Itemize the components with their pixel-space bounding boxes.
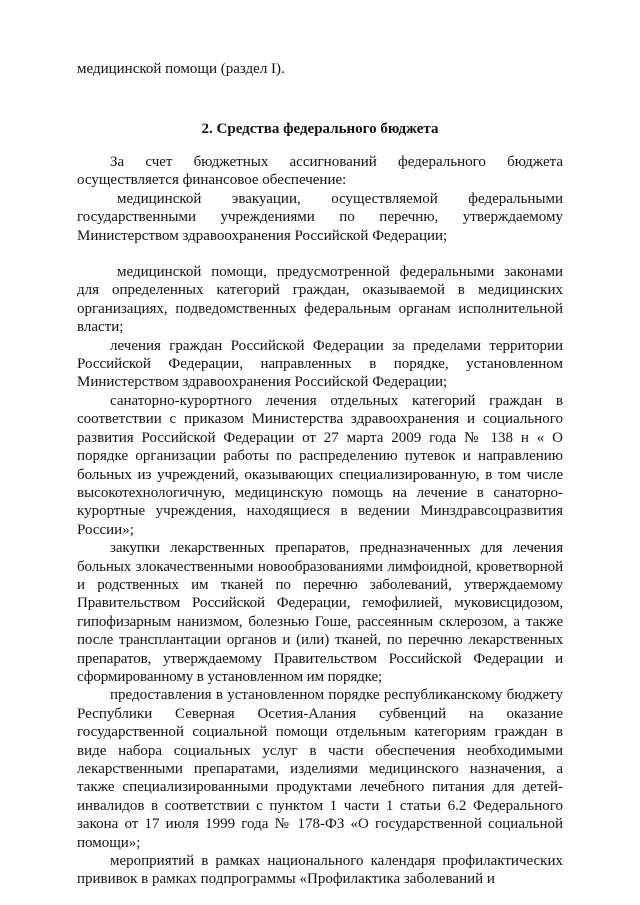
paragraph-vaccination-calendar: мероприятий в рамках национального календаря профилактических прививок в рамках подпрограммы «Профилактика заболеваний и	[77, 853, 563, 888]
section-heading: 2. Средства федерального бюджета	[201, 121, 439, 137]
paragraph-sanatorium-treatment: санаторно-курортного лечения отдельных категорий граждан в соответствии с приказом Министерства здравоохранения и социального развития Российской Федерации от 27 марта 2009 года № 138 н « О порядке организации работы по распределению путевок и направлению больных из учреждений, оказывающих специализированную, в том числе высокотехнологичную, медицинскую помощь на лечение в санаторно-курортные учреждения, находящиеся в ведении Минздравсоцразвития России»;	[77, 392, 563, 538]
paragraph-intro: За счет бюджетных ассигнований федерального бюджета осуществляется финансовое обеспечение:	[77, 154, 563, 189]
paragraph-treatment-abroad: лечения граждан Российской Федерации за пределами территории Российской Федерации, направленных в порядке, установленном Министерством здравоохранения Российской Федерации;	[77, 337, 563, 391]
paragraph-federal-law-care: медицинской помощи, предусмотренной федеральными законами для определенных категорий граждан, оказываемой в медицинских организациях, подведомственных федеральным органам исполнительной власти;	[77, 264, 563, 336]
paragraph-medical-evacuation: медицинской эвакуации, осуществляемой федеральными государственными учреждениями по перечню, утверждаемому Министерством здравоохранения Российской Федерации;	[77, 190, 563, 244]
document-body	[77, 153, 563, 889]
paragraph-north-ossetia-subventions: предоставления в установленном порядке республиканскому бюджету Республики Северная Осетия-Алания субвенций на оказание государственной социальной помощи отдельным категориям граждан в виде набора социальных услуг в части обеспечения необходимыми лекарственными препаратами, изделиями медицинского назначения, а также специализированными продуктами лечебного питания для детей-инвалидов в соответствии с пунктом 1 части 1 статьи 6.2 Федерального закона от 17 июля 1999 года № 178-ФЗ «О государственной социальной помощи»;	[77, 687, 563, 851]
paragraph-drug-purchases: закупки лекарственных препаратов, предназначенных для лечения больных злокачественными новообразованиями лимфоидной, кроветворной и родственных им тканей по перечню заболеваний, утверждаемому Правительством Российской Федерации, гемофилией, муковисцидозом, гипофизарным нанизмом, болезнью Гоше, рассеянным склерозом, а также после трансплантации органов и (или) тканей, по перечню лекарственных препаратов, утверждаемому Правительством Российской Федерации и сформированному в установленном им порядке;	[77, 540, 563, 685]
lead-line: медицинской помощи (раздел I).	[77, 61, 285, 77]
